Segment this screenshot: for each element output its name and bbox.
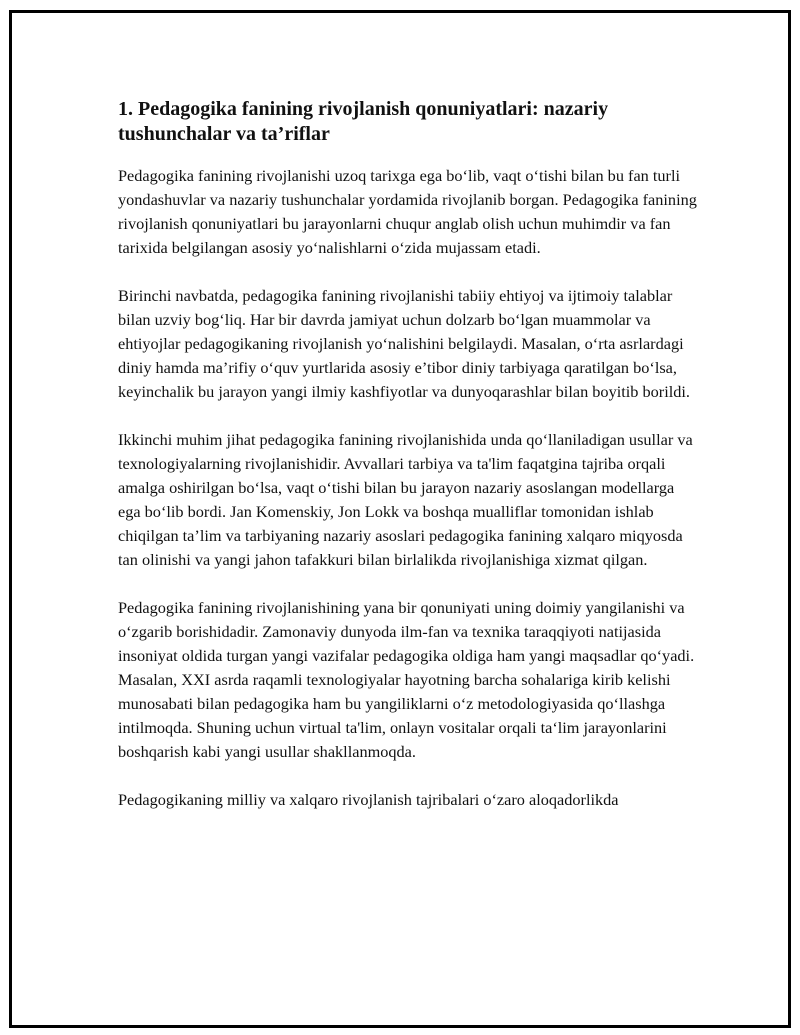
document-page [9, 10, 791, 1028]
paragraph-4: Pedagogika fanining rivojlanishining yana bir qonuniyati uning doimiy yangilanishi va o‘zgarib borishidadir. Zamonaviy dunyoda ilm-fan va texnika taraqqiyoti natijasida insoniyat oldida turgan yangi vazifalar pedagogika oldiga ham yangi maqsadlar qo‘yadi. Masalan, XXI asrda raqamli texnologiyalar hayotning barcha sohalariga kirib kelishi munosabati bilan pedagogika ham bu yangiliklarni o‘z metodologiyasida qo‘llashga intilmoqda. Shuning uchun virtual ta'lim, onlayn vositalar orqali ta‘lim jarayonlarini boshqarish kabi yangi usullar shakllanmoqda. [118, 598, 695, 761]
section-heading: 1. Pedagogika fanining rivojlanish qonuniyatlari: nazariy tushunchalar va ta’riflar [118, 98, 609, 145]
paragraph-1: Pedagogika fanining rivojlanishi uzoq tarixga ega bo‘lib, vaqt o‘tishi bilan bu fan turli yondashuvlar va nazariy tushunchalar yordamida rivojlanib borgan. Pedagogika fanining rivojlanish qonuniyatlari bu jarayonlarni chuqur anglab olish uchun muhimdir va fan tarixida belgilangan asosiy yo‘nalishlarni o‘zida mujassam etadi. [118, 166, 697, 257]
paragraph-2: Birinchi navbatda, pedagogika fanining rivojlanishi tabiiy ehtiyoj va ijtimoiy talablar bilan uzviy bog‘liq. Har bir davrda jamiyat uchun dolzarb bo‘lgan muammolar va ehtiyojlar pedagogikaning rivojlanish yo‘nalishini belgilaydi. Masalan, o‘rta asrlardagi diniy hamda ma’rifiy o‘quv yurtlarida asosiy e’tibor diniy tarbiyaga qaratilgan bo‘lsa, keyinchalik bu jarayon yangi ilmiy kashfiyotlar va dunyoqarashlar bilan boyitib borildi. [118, 286, 690, 401]
document-content [118, 97, 698, 836]
paragraph-3: Ikkinchi muhim jihat pedagogika fanining rivojlanishida unda qo‘llaniladigan usullar va texnologiyalarning rivojlanishidir. Avvallari tarbiya va ta'lim faqatgina tajriba orqali amalga oshirilgan bo‘lsa, vaqt o‘tishi bilan bu jarayon nazariy asoslangan modellarga ega bo‘lib bordi. Jan Komenskiy, Jon Lokk va boshqa mualliflar tomonidan ishlab chiqilgan ta’lim va tarbiyaning nazariy asoslari pedagogika fanining xalqaro miqyosda tan olinishi va yangi jahon tafakkuri bilan birlalikda rivojlanishiga xizmat qilgan. [118, 430, 693, 569]
paragraph-5: Pedagogikaning milliy va xalqaro rivojlanish tajribalari o‘zaro aloqadorlikda [118, 790, 619, 809]
